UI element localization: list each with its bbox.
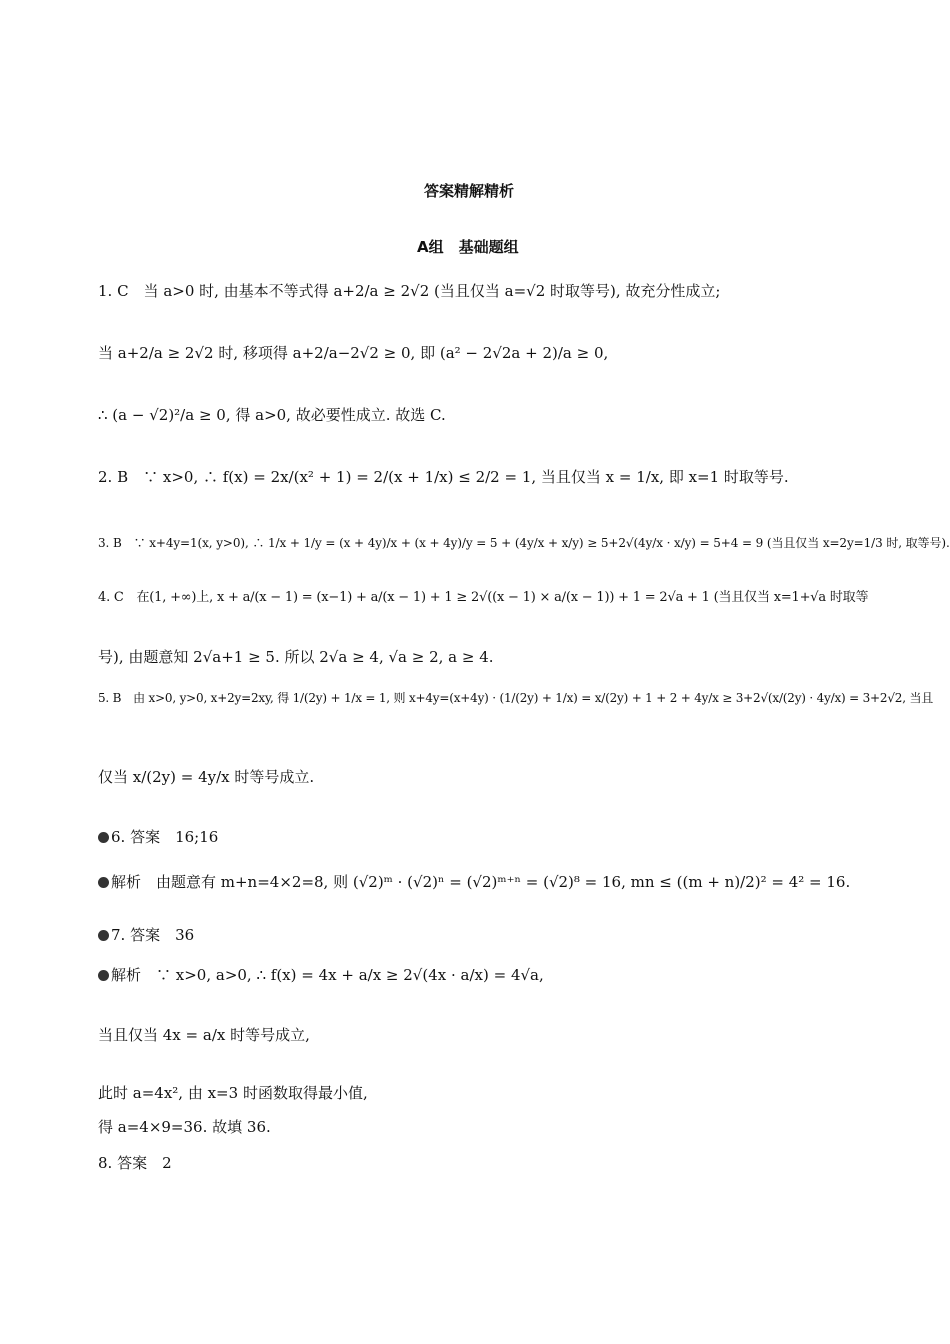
answer-line: 仅当 x/(2y) = 4y/x 时等号成立. — [98, 768, 315, 786]
analysis-bullet-icon — [98, 970, 109, 981]
answer-line: 5. B 由 x>0, y>0, x+2y=2xy, 得 1/(2y) + 1/x = 1, 则 x+4y=(x+4y) · (1/(2y) + 1/x) = x/(2y) + 1 + 2 + 4y/x ≥ 3+2√(x/(2y) · 4y/x) = 3+2√2, 当且 — [98, 691, 934, 705]
answer-text: 8. 答案 2 — [98, 1154, 172, 1172]
answer-line — [98, 924, 194, 945]
page-heading: 答案精解精析 — [424, 182, 515, 200]
answer-line: 当且仅当 4x = a/x 时等号成立, — [98, 1026, 310, 1044]
answer-text: 7. 答案 36 — [111, 926, 195, 944]
answer-line — [98, 826, 218, 847]
answer-line: 3. B ∵ x+4y=1(x, y>0), ∴ 1/x + 1/y = (x + 4y)/x + (x + 4y)/y = 5 + (4y/x + x/y) ≥ 5+2√(4y/x · x/y) = 5+4 = 9 (当且仅当 x=2y=1/3 时, 取等号). — [98, 536, 950, 550]
answer-line: 2. B ∵ x>0, ∴ f(x) = 2x/(x² + 1) = 2/(x + 1/x) ≤ 2/2 = 1, 当且仅当 x = 1/x, 即 x=1 时取等号. — [98, 468, 789, 486]
answer-line: 4. C 在(1, +∞)上, x + a/(x − 1) = (x−1) + a/(x − 1) + 1 ≥ 2√((x − 1) × a/(x − 1)) + 1 = 2√a + 1 (当且仅当 x=1+√a 时取等 — [98, 590, 869, 605]
answer-line: 1. C 当 a>0 时, 由基本不等式得 a+2/a ≥ 2√2 (当且仅当 a=√2 时取等号), 故充分性成立; — [98, 282, 721, 300]
answer-line: 当 a+2/a ≥ 2√2 时, 移项得 a+2/a−2√2 ≥ 0, 即 (a² − 2√2a + 2)/a ≥ 0, — [98, 344, 609, 362]
analysis-line — [98, 871, 850, 892]
answer-line: ∴ (a − √2)²/a ≥ 0, 得 a>0, 故必要性成立. 故选 C. — [98, 406, 446, 424]
group-title: A组 基础题组 — [417, 238, 519, 256]
analysis-text: 解析 由题意有 m+n=4×2=8, 则 (√2)ᵐ · (√2)ⁿ = (√2)ᵐ⁺ⁿ = (√2)⁸ = 16, mn ≤ ((m + n)/2)² = 4² = 16. — [111, 873, 851, 891]
answer-line: 此时 a=4x², 由 x=3 时函数取得最小值, — [98, 1084, 368, 1102]
answer-line: 号), 由题意知 2√a+1 ≥ 5. 所以 2√a ≥ 4, √a ≥ 2, a ≥ 4. — [98, 648, 494, 666]
answer-bullet-icon — [98, 930, 109, 941]
answer-line: 得 a=4×9=36. 故填 36. — [98, 1118, 271, 1136]
analysis-bullet-icon — [98, 877, 109, 888]
answer-line — [98, 1152, 172, 1173]
answer-text: 6. 答案 16;16 — [111, 828, 219, 846]
analysis-line — [98, 964, 544, 985]
answer-bullet-icon — [98, 832, 109, 843]
analysis-text: 解析 ∵ x>0, a>0, ∴ f(x) = 4x + a/x ≥ 2√(4x · a/x) = 4√a, — [111, 966, 544, 984]
